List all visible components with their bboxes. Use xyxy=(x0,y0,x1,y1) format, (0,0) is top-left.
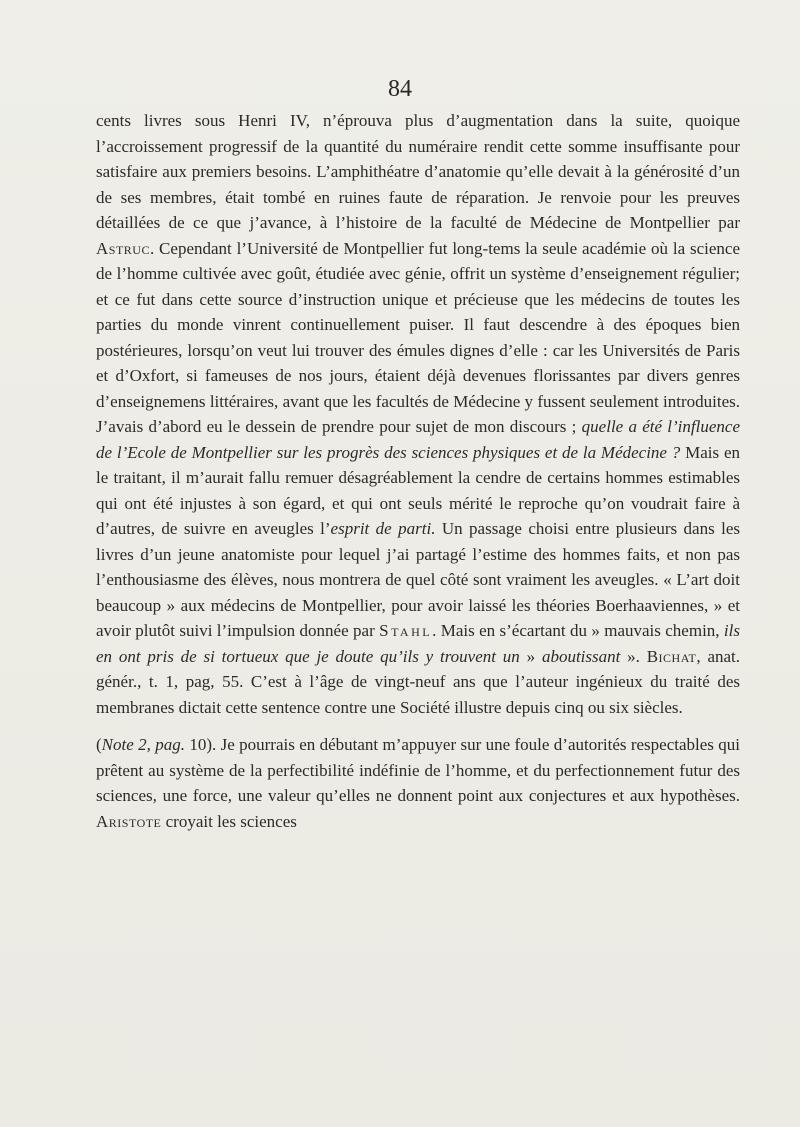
text-run: » xyxy=(519,646,542,666)
italic-run: quelle a été l’influence de l’Ecole de Montpellier sur les progrès des sciences physiques et de la Médecine ? xyxy=(96,417,740,462)
text-run: Mais en le traitant, il m’aurait fallu remuer désagréablement la cendre de certains hommes estimables qui ont été injustes à son égard, et qui ont seuls mérité le reproche qu’on voudrait faire à d’autres, de suivre en aveugles l’ xyxy=(96,442,740,538)
text-run: croyait les sciences xyxy=(161,811,297,831)
page-number: 84 xyxy=(388,76,412,102)
italic-run: aboutissant xyxy=(541,646,621,666)
text-run: 10). Je pourrais en débutant m’appuyer sur une foule d’autorités respectables qui prêtent au système de la perfectibilité indéfinie de l’homme, et du perfectionnement futur des sciences, une force, une valeur qu’elles ne donnent point aux conjectures et aux hypothèses. xyxy=(96,735,740,805)
italic-run: ils en ont pris de si tortueux que je doute qu’ils y trouvent un xyxy=(96,621,740,666)
text-run: . Cependant l’Université de Montpellier fut long-tems la seule académie où la science de l’homme cultivée avec goût, étudiée avec génie, offrit un système d’enseignement régulier; et ce fut dans cette source d’instruction unique et précieuse que les médecins de toutes les parties du monde vinrent continuellement puiser. Il faut descendre à des époques bien postérieures, lorsqu’on veut lui trouver des émules dignes d’elle : car les Universités de Paris et d’Oxfort, si fameuses de nos jours, étaient déjà devenues florissantes par divers genres d’enseignemens littéraires, avant que les facultés de Médecine y fussent seulement introduites. J’avais d’abord eu le dessein de prendre pour sujet de mon discours ; xyxy=(96,238,740,436)
text-run: , anat. génér., t. 1, pag, 55. C’est à l’âge de vingt-neuf ans que l’auteur ingénieux du traité des membranes dictait cette sentence contre une Société illustre depuis cinq ou six siècles. xyxy=(96,646,741,717)
paragraph-note xyxy=(96,732,740,834)
paragraph xyxy=(96,108,740,720)
italic-run: esprit de parti. xyxy=(330,519,436,538)
author-name-bichat: Bichat xyxy=(646,646,697,666)
text-run: cents livres sous Henri IV, n’éprouva plus d’augmentation dans la suite, quoique l’accroissement progressif de la quantité du numéraire rendit cette somme insuffisante pour satisfaire aux premiers besoins. L’amphithéatre d’anatomie qu’elle devait à la générosité d’un de ses membres, était tombé en ruines faute de réparation. Je renvoie pour les preuves détaillées de ce que j’avance, à l’histoire de la faculté de Médecine de Montpellier par xyxy=(96,111,740,232)
text-run: ( xyxy=(96,735,102,754)
author-name-stahl: Stahl xyxy=(379,621,433,640)
text-run: . Mais en s’écartant du » mauvais chemin, xyxy=(432,621,724,640)
page-body xyxy=(96,108,740,834)
note-reference: Note 2, pag. xyxy=(101,735,185,754)
author-name-astruc: Astruc xyxy=(96,238,150,258)
author-name-aristote: Aristote xyxy=(96,811,162,831)
text-run: Un passage choisi entre plusieurs dans les livres d’un jeune anatomiste pour lequel j’ai partagé l’estime des hommes faits, et non pas l’enthousiasme des élèves, nous montrera de quel côté sont vraiment les aveugles. « L’art doit beaucoup » aux médecins de Montpellier, pour avoir laissé les théories Boerhaaviennes, » et avoir plutôt suivi l’impulsion donnée par xyxy=(96,519,740,640)
text-run: ». xyxy=(620,646,647,666)
